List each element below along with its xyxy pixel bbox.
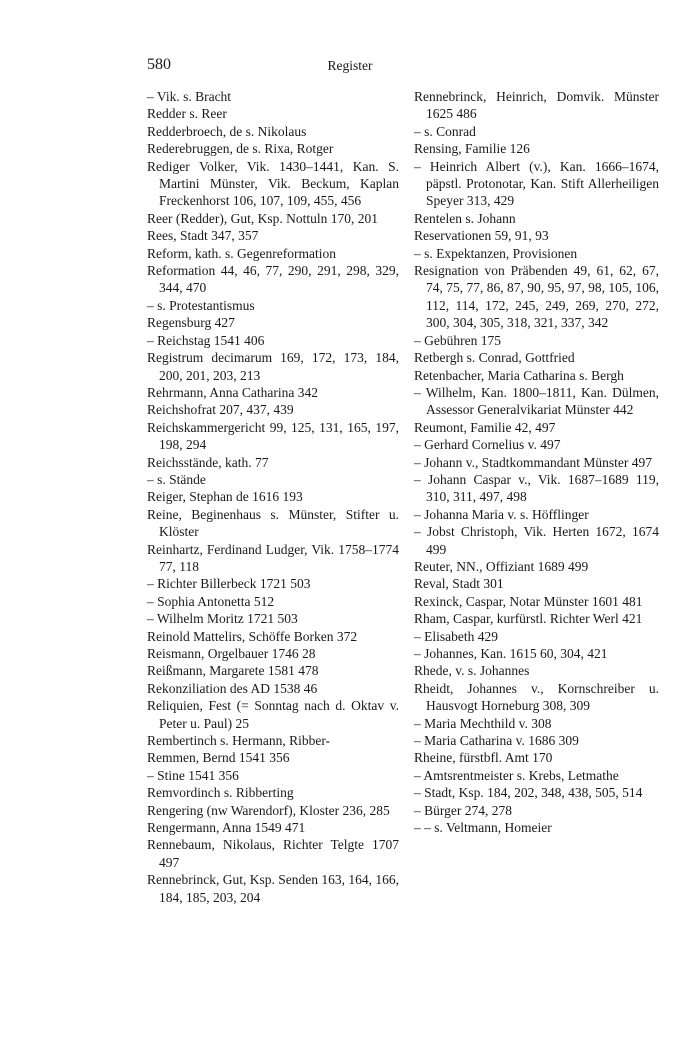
index-entry: Rederebruggen, de s. Rixa, Rotger — [147, 141, 334, 157]
index-entry: Rhede, v. s. Johannes — [414, 663, 530, 679]
index-entry: – Heinrich Albert (v.), Kan. 1666–1674, päpstl. Protonotar, Kan. Stift Allerheiligen Speyer 313, 429 — [414, 158, 659, 209]
index-entry: Rengering (nw Warendorf), Kloster 236, 285 — [147, 802, 390, 818]
running-title: Register — [327, 58, 373, 73]
index-entry: Redder s. Reer — [147, 106, 227, 122]
index-entry: – Maria Mechthild v. 308 — [414, 715, 552, 731]
index-entry: – s. Conrad — [414, 123, 476, 139]
index-entry: – Amtsrentmeister s. Krebs, Letmathe — [414, 767, 619, 783]
index-entry: – Gebühren 175 — [414, 332, 501, 348]
index-entry: Reliquien, Fest (= Sonntag nach d. Oktav v. Peter u. Paul) 25 — [147, 698, 399, 731]
index-entry: – Johanna Maria v. s. Höfflinger — [414, 506, 589, 522]
index-entry: Reservationen 59, 91, 93 — [414, 228, 549, 244]
index-entry: Reinold Mattelirs, Schöffe Borken 372 — [147, 628, 358, 644]
index-entry: Rediger Volker, Vik. 1430–1441, Kan. S. Martini Münster, Vik. Beckum, Kaplan Freckenhorst 106, 107, 109, 455, 456 — [147, 158, 399, 209]
index-entry: Reval, Stadt 301 — [414, 576, 504, 592]
index-entry: Rembertinch s. Hermann, Ribber- — [147, 733, 331, 749]
index-entry: Rehrmann, Anna Catharina 342 — [147, 384, 318, 400]
index-entry: Rentelen s. Johann — [414, 210, 516, 226]
index-entry: – s. Protestantismus — [147, 297, 255, 313]
index-entry: Reismann, Orgelbauer 1746 28 — [147, 646, 316, 661]
index-entry: Reichshofrat 207, 437, 439 — [147, 402, 294, 418]
index-entry: – Sophia Antonetta 512 — [147, 593, 275, 609]
index-entry: Rengermann, Anna 1549 471 — [147, 820, 306, 836]
index-entry: Rees, Stadt 347, 357 — [147, 228, 259, 244]
index-entry: Remvordinch s. Ribberting — [147, 785, 294, 801]
index-entry: – Gerhard Cornelius v. 497 — [414, 437, 561, 453]
index-entry: Regensburg 427 — [147, 315, 235, 331]
index-entry: Rensing, Familie 126 — [414, 141, 530, 157]
index-entry: – Bürger 274, 278 — [414, 802, 512, 818]
index-entry: Reiger, Stephan de 1616 193 — [147, 489, 303, 505]
index-entry: – Reichstag 1541 406 — [147, 332, 265, 348]
index-entry: – Johann Caspar v., Vik. 1687–1689 119, 310, 311, 497, 498 — [414, 471, 659, 505]
index-entry: Rheidt, Johannes v., Kornschreiber u. Hausvogt Horneburg 308, 309 — [414, 680, 659, 714]
index-entry: – Vik. s. Bracht — [147, 89, 232, 104]
index-entry: Rekonziliation des AD 1538 46 — [147, 680, 318, 696]
index-entry: Retenbacher, Maria Catharina s. Bergh — [414, 367, 624, 383]
index-entry: Rham, Caspar, kurfürstl. Richter Werl 421 — [414, 611, 643, 627]
index-entry: – s. Stände — [147, 471, 206, 487]
index-entry: – Stine 1541 356 — [147, 767, 239, 783]
index-entry: Reichsstände, kath. 77 — [147, 454, 269, 470]
index-entry: Rennebaum, Nikolaus, Richter Telgte 1707 497 — [147, 837, 399, 870]
index-column-left — [147, 88, 399, 906]
index-entry: Reißmann, Margarete 1581 478 — [147, 663, 319, 679]
index-entry: – Wilhelm, Kan. 1800–1811, Kan. Dülmen, Assessor Generalvikariat Münster 442 — [414, 384, 659, 418]
index-entry: Rennebrinck, Heinrich, Domvik. Münster 1625 486 — [414, 89, 659, 122]
index-entry: Registrum decimarum 169, 172, 173, 184, 200, 201, 203, 213 — [147, 350, 399, 383]
index-entry: – – s. Veltmann, Homeier — [414, 820, 552, 836]
index-entry: – Elisabeth 429 — [414, 628, 498, 644]
page-number: 580 — [147, 56, 171, 73]
index-entry: Reformation 44, 46, 77, 290, 291, 298, 329, 344, 470 — [147, 263, 399, 296]
index-entry: Reichskammergericht 99, 125, 131, 165, 197, 198, 294 — [147, 419, 399, 453]
index-entry: Rexinck, Caspar, Notar Münster 1601 481 — [414, 593, 643, 609]
index-entry: Reinhartz, Ferdinand Ludger, Vik. 1758–1774 77, 118 — [147, 541, 399, 574]
index-entry: Rennebrinck, Gut, Ksp. Senden 163, 164, 166, 184, 185, 203, 204 — [147, 872, 399, 905]
index-entry: – Johannes, Kan. 1615 60, 304, 421 — [414, 646, 608, 661]
index-entry: – Maria Catharina v. 1686 309 — [414, 733, 579, 749]
index-entry: Redderbroech, de s. Nikolaus — [147, 123, 307, 139]
index-entry: Reine, Beginenhaus s. Münster, Stifter u. Klöster — [147, 506, 399, 540]
index-entry: Retbergh s. Conrad, Gottfried — [414, 350, 575, 366]
index-entry: Reform, kath. s. Gegenreformation — [147, 245, 336, 261]
index-entry: Reer (Redder), Gut, Ksp. Nottuln 170, 201 — [147, 210, 378, 226]
index-entry: – Richter Billerbeck 1721 503 — [147, 576, 311, 592]
index-entry: Remmen, Bernd 1541 356 — [147, 750, 290, 766]
index-entry: – Stadt, Ksp. 184, 202, 348, 438, 505, 514 — [414, 785, 643, 801]
index-column-right — [414, 88, 659, 836]
index-entry: Reuter, NN., Offiziant 1689 499 — [414, 558, 589, 574]
index-entry: Resignation von Präbenden 49, 61, 62, 67, 74, 75, 77, 86, 87, 90, 95, 97, 98, 105, 106, 112, 114, 172, 245, 249, 269, 270, 272, 300, 304, 305, 318, 321, 337, 342 — [414, 263, 659, 331]
index-entry: – Johann v., Stadtkommandant Münster 497 — [414, 454, 652, 470]
index-entry: – s. Expektanzen, Provisionen — [414, 245, 578, 261]
index-entry: – Wilhelm Moritz 1721 503 — [147, 611, 298, 627]
index-entry: Rheine, fürstbfl. Amt 170 — [414, 750, 553, 766]
index-entry: – Jobst Christoph, Vik. Herten 1672, 1674 499 — [414, 524, 659, 557]
index-entry: Reumont, Familie 42, 497 — [414, 419, 556, 435]
